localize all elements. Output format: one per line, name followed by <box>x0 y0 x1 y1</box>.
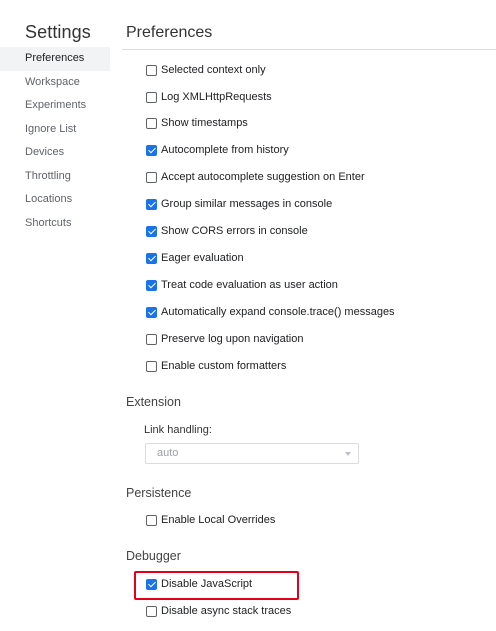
checkbox-icon[interactable] <box>146 334 157 345</box>
header-divider <box>122 49 496 50</box>
checkbox-icon[interactable] <box>146 118 157 129</box>
link-handling-select[interactable] <box>145 443 359 464</box>
sidebar-item-experiments[interactable]: Experiments <box>25 99 87 111</box>
checkbox-show-timestamps[interactable] <box>146 115 248 131</box>
checkbox-icon[interactable] <box>146 92 157 103</box>
checkbox-label: Disable JavaScript <box>161 578 253 590</box>
sidebar-item-devices[interactable]: Devices <box>25 146 65 158</box>
checkbox-label: Disable async stack traces <box>161 605 292 617</box>
checkbox-icon[interactable] <box>146 145 157 156</box>
checkbox-enable-local-overrides[interactable] <box>146 512 275 528</box>
checkbox-preserve-log[interactable] <box>146 331 303 347</box>
checkbox-treat-code-evaluation[interactable] <box>146 277 338 293</box>
checkbox-icon[interactable] <box>146 515 157 526</box>
checkbox-expand-console-trace[interactable] <box>146 304 395 320</box>
page-title: Preferences <box>126 24 213 41</box>
checkbox-icon[interactable] <box>146 579 157 590</box>
checkbox-accept-autocomplete-on-enter[interactable] <box>146 169 365 185</box>
checkbox-label: Show timestamps <box>161 117 248 129</box>
sidebar-item-ignore-list[interactable]: Ignore List <box>25 122 77 135</box>
sidebar-item-shortcuts[interactable]: Shortcuts <box>25 216 72 229</box>
sidebar-nav <box>0 47 110 235</box>
checkbox-label: Treat code evaluation as user action <box>161 279 338 291</box>
checkbox-icon[interactable] <box>146 172 157 183</box>
checkbox-icon[interactable] <box>146 226 157 237</box>
checkbox-label: Accept autocomplete suggestion on Enter <box>161 171 365 183</box>
checkbox-label: Log XMLHttpRequests <box>161 91 272 103</box>
checkbox-label: Autocomplete from history <box>161 144 289 156</box>
checkbox-label: Show CORS errors in console <box>161 225 308 237</box>
checkbox-log-xmlhttprequests[interactable] <box>146 89 272 105</box>
checkbox-label: Selected context only <box>161 64 266 76</box>
checkbox-icon[interactable] <box>146 253 157 264</box>
checkbox-label: Group similar messages in console <box>161 198 333 210</box>
sidebar-item-throttling[interactable]: Throttling <box>25 169 71 182</box>
sidebar-item-preferences[interactable]: Preferences <box>0 47 110 71</box>
checkbox-selected-context-only[interactable] <box>146 62 266 78</box>
link-handling-label: Link handling: <box>144 424 212 436</box>
chevron-down-icon <box>345 452 351 456</box>
checkbox-icon[interactable] <box>146 606 157 617</box>
checkbox-label: Enable custom formatters <box>161 360 287 372</box>
checkbox-group-similar-messages[interactable] <box>146 196 332 212</box>
checkbox-icon[interactable] <box>146 199 157 210</box>
checkbox-label: Enable Local Overrides <box>161 514 276 526</box>
checkbox-icon[interactable] <box>146 307 157 318</box>
checkbox-disable-javascript[interactable] <box>146 576 252 592</box>
sidebar-title: Settings <box>25 22 91 42</box>
checkbox-show-cors-errors[interactable] <box>146 223 308 239</box>
checkbox-autocomplete-from-history[interactable] <box>146 142 289 158</box>
section-title-debugger: Debugger <box>126 549 181 563</box>
checkbox-eager-evaluation[interactable] <box>146 250 244 266</box>
sidebar-item-locations[interactable]: Locations <box>25 193 73 205</box>
checkbox-icon[interactable] <box>146 361 157 372</box>
checkbox-label: Eager evaluation <box>161 252 244 264</box>
checkbox-icon[interactable] <box>146 65 157 76</box>
section-title-extension: Extension <box>126 395 181 409</box>
checkbox-label: Automatically expand console.trace() messages <box>161 306 395 318</box>
checkbox-label: Preserve log upon navigation <box>161 333 304 345</box>
checkbox-icon[interactable] <box>146 280 157 291</box>
checkbox-enable-custom-formatters[interactable] <box>146 358 286 374</box>
sidebar-item-workspace[interactable]: Workspace <box>25 75 80 88</box>
link-handling-value: auto <box>157 447 179 459</box>
checkbox-disable-async-stack-traces[interactable] <box>146 603 291 619</box>
section-title-persistence: Persistence <box>126 486 192 500</box>
